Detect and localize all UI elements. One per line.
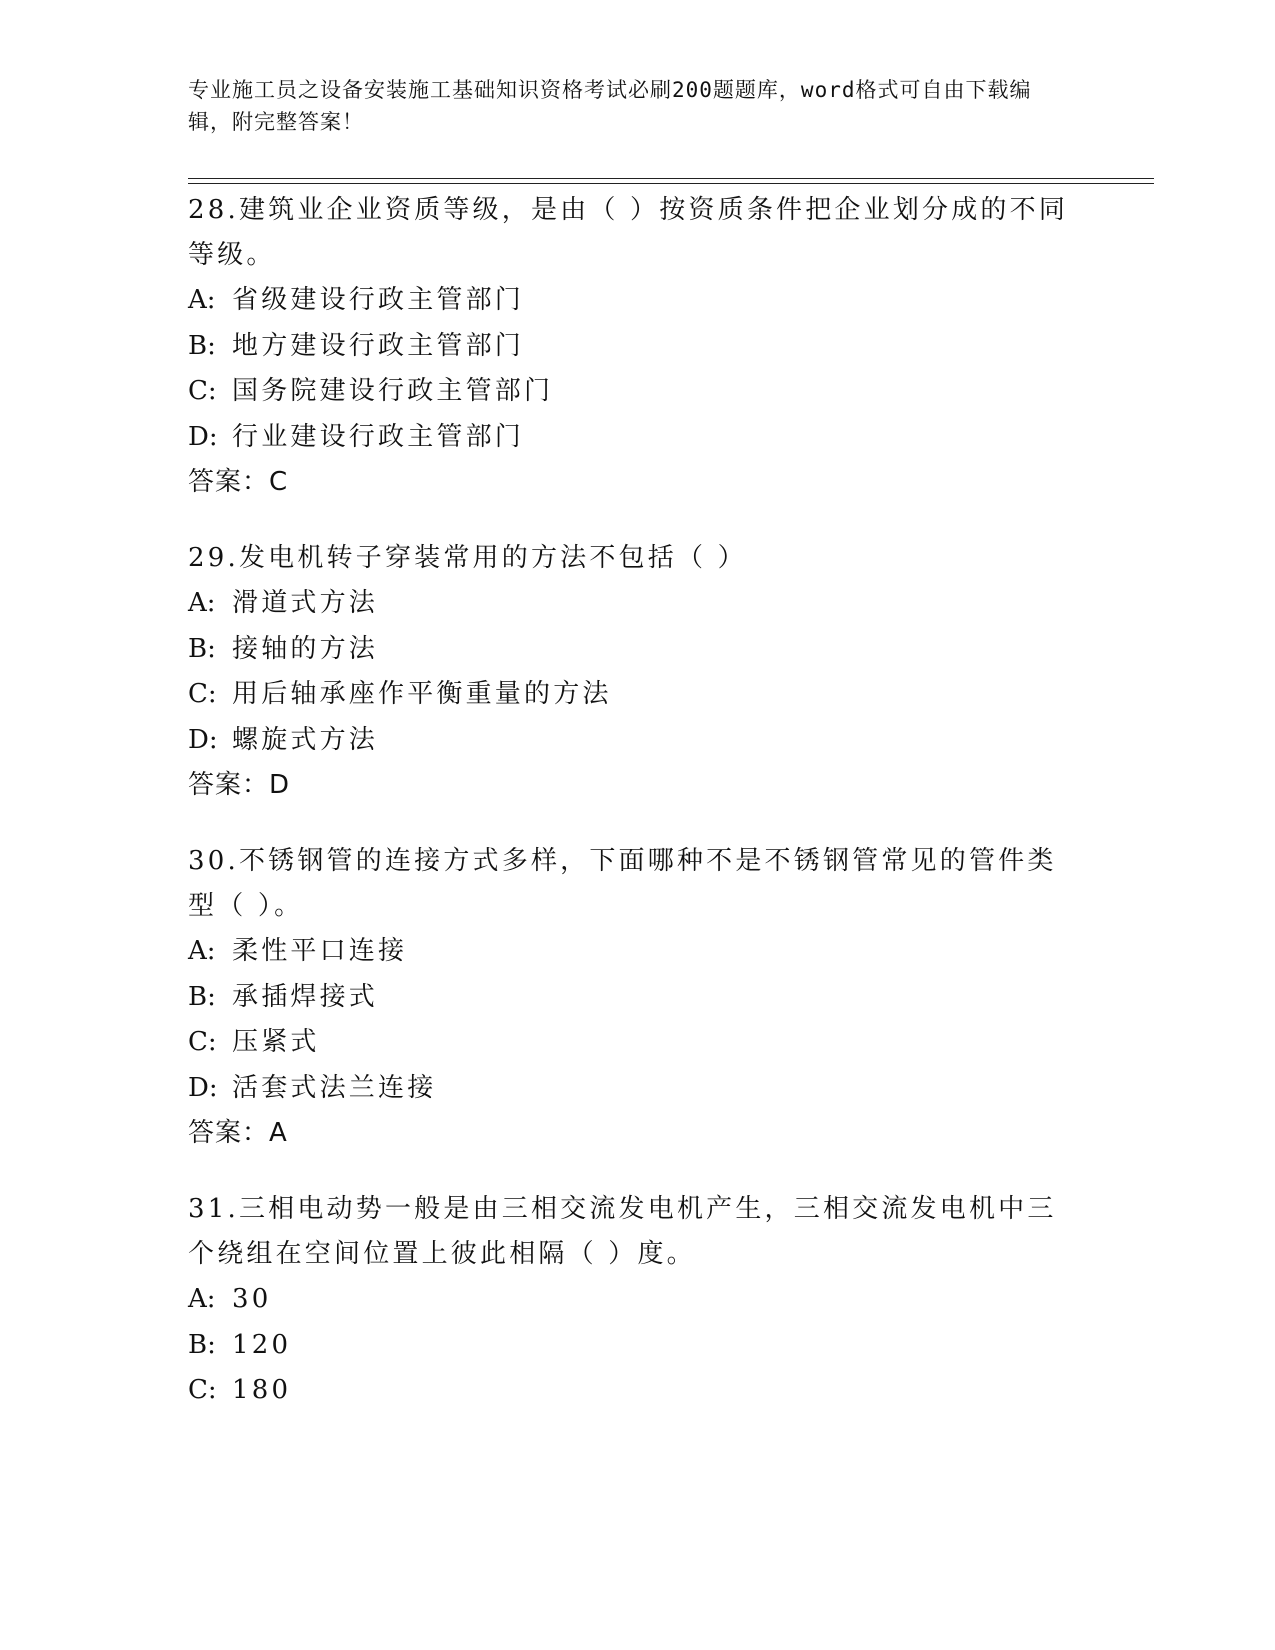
option-label: C: <box>188 679 217 709</box>
header-divider-top <box>188 178 1154 179</box>
option-text: 活套式法兰连接 <box>232 1072 437 1103</box>
question-28 <box>188 188 1088 505</box>
option-label: A: <box>188 588 216 618</box>
option-b <box>188 324 1088 370</box>
option-label: D: <box>188 421 218 452</box>
option-text: 120 <box>232 1329 292 1360</box>
option-a <box>188 278 1088 324</box>
option-a <box>188 581 1088 627</box>
option-text: 滑道式方法 <box>232 588 379 618</box>
option-label: B: <box>188 1329 216 1360</box>
option-label: B: <box>188 330 216 361</box>
option-a <box>188 1277 1088 1323</box>
option-text: 省级建设行政主管部门 <box>232 285 525 315</box>
question-text: 28.建筑业企业资质等级，是由（ ）按资质条件把企业划分成的不同等级。 <box>188 195 1069 270</box>
option-c <box>188 672 1088 718</box>
option-a <box>188 929 1088 975</box>
option-label: B: <box>188 981 216 1012</box>
option-d <box>188 1066 1088 1112</box>
option-c <box>188 369 1088 415</box>
option-label: A: <box>188 285 216 315</box>
answer: 答案：D <box>188 770 291 800</box>
question-text: 30.不锈钢管的连接方式多样，下面哪种不是不锈钢管常见的管件类型（ ）。 <box>188 846 1057 921</box>
question-list <box>188 188 1088 1445</box>
question-text: 29.发电机转子穿装常用的方法不包括（ ） <box>188 543 747 573</box>
question-text: 31.三相电动势一般是由三相交流发电机产生，三相交流发电机中三个绕组在空间位置上彼此相隔（ ）度。 <box>188 1194 1057 1269</box>
option-text: 压紧式 <box>232 1027 320 1057</box>
option-b <box>188 975 1088 1021</box>
option-label: C: <box>188 376 217 406</box>
option-text: 承插焊接式 <box>232 981 379 1012</box>
option-d <box>188 415 1088 461</box>
option-c <box>188 1368 1088 1414</box>
option-text: 行业建设行政主管部门 <box>232 421 525 452</box>
answer: 答案：C <box>188 467 289 497</box>
option-label: C: <box>188 1375 217 1405</box>
option-label: C: <box>188 1027 217 1057</box>
question-31 <box>188 1187 1088 1414</box>
answer: 答案：A <box>188 1118 288 1148</box>
header-divider-bottom <box>188 183 1154 184</box>
option-text: 用后轴承座作平衡重量的方法 <box>232 679 612 709</box>
document-header: 专业施工员之设备安装施工基础知识资格考试必刷200题题库，word格式可自由下载编辑，附完整答案！ <box>188 78 1032 134</box>
option-label: A: <box>188 936 216 966</box>
question-29 <box>188 536 1088 808</box>
option-label: D: <box>188 1072 218 1103</box>
option-text: 30 <box>232 1284 272 1314</box>
option-text: 国务院建设行政主管部门 <box>232 376 554 406</box>
question-30 <box>188 839 1088 1156</box>
option-c <box>188 1020 1088 1066</box>
option-label: B: <box>188 633 216 664</box>
option-text: 地方建设行政主管部门 <box>232 330 525 361</box>
option-d <box>188 718 1088 764</box>
option-text: 螺旋式方法 <box>232 724 379 755</box>
option-label: D: <box>188 724 218 755</box>
option-text: 柔性平口连接 <box>232 936 408 966</box>
option-text: 接轴的方法 <box>232 633 379 664</box>
option-b <box>188 1323 1088 1369</box>
option-label: A: <box>188 1284 216 1314</box>
option-text: 180 <box>232 1375 292 1405</box>
option-b <box>188 627 1088 673</box>
